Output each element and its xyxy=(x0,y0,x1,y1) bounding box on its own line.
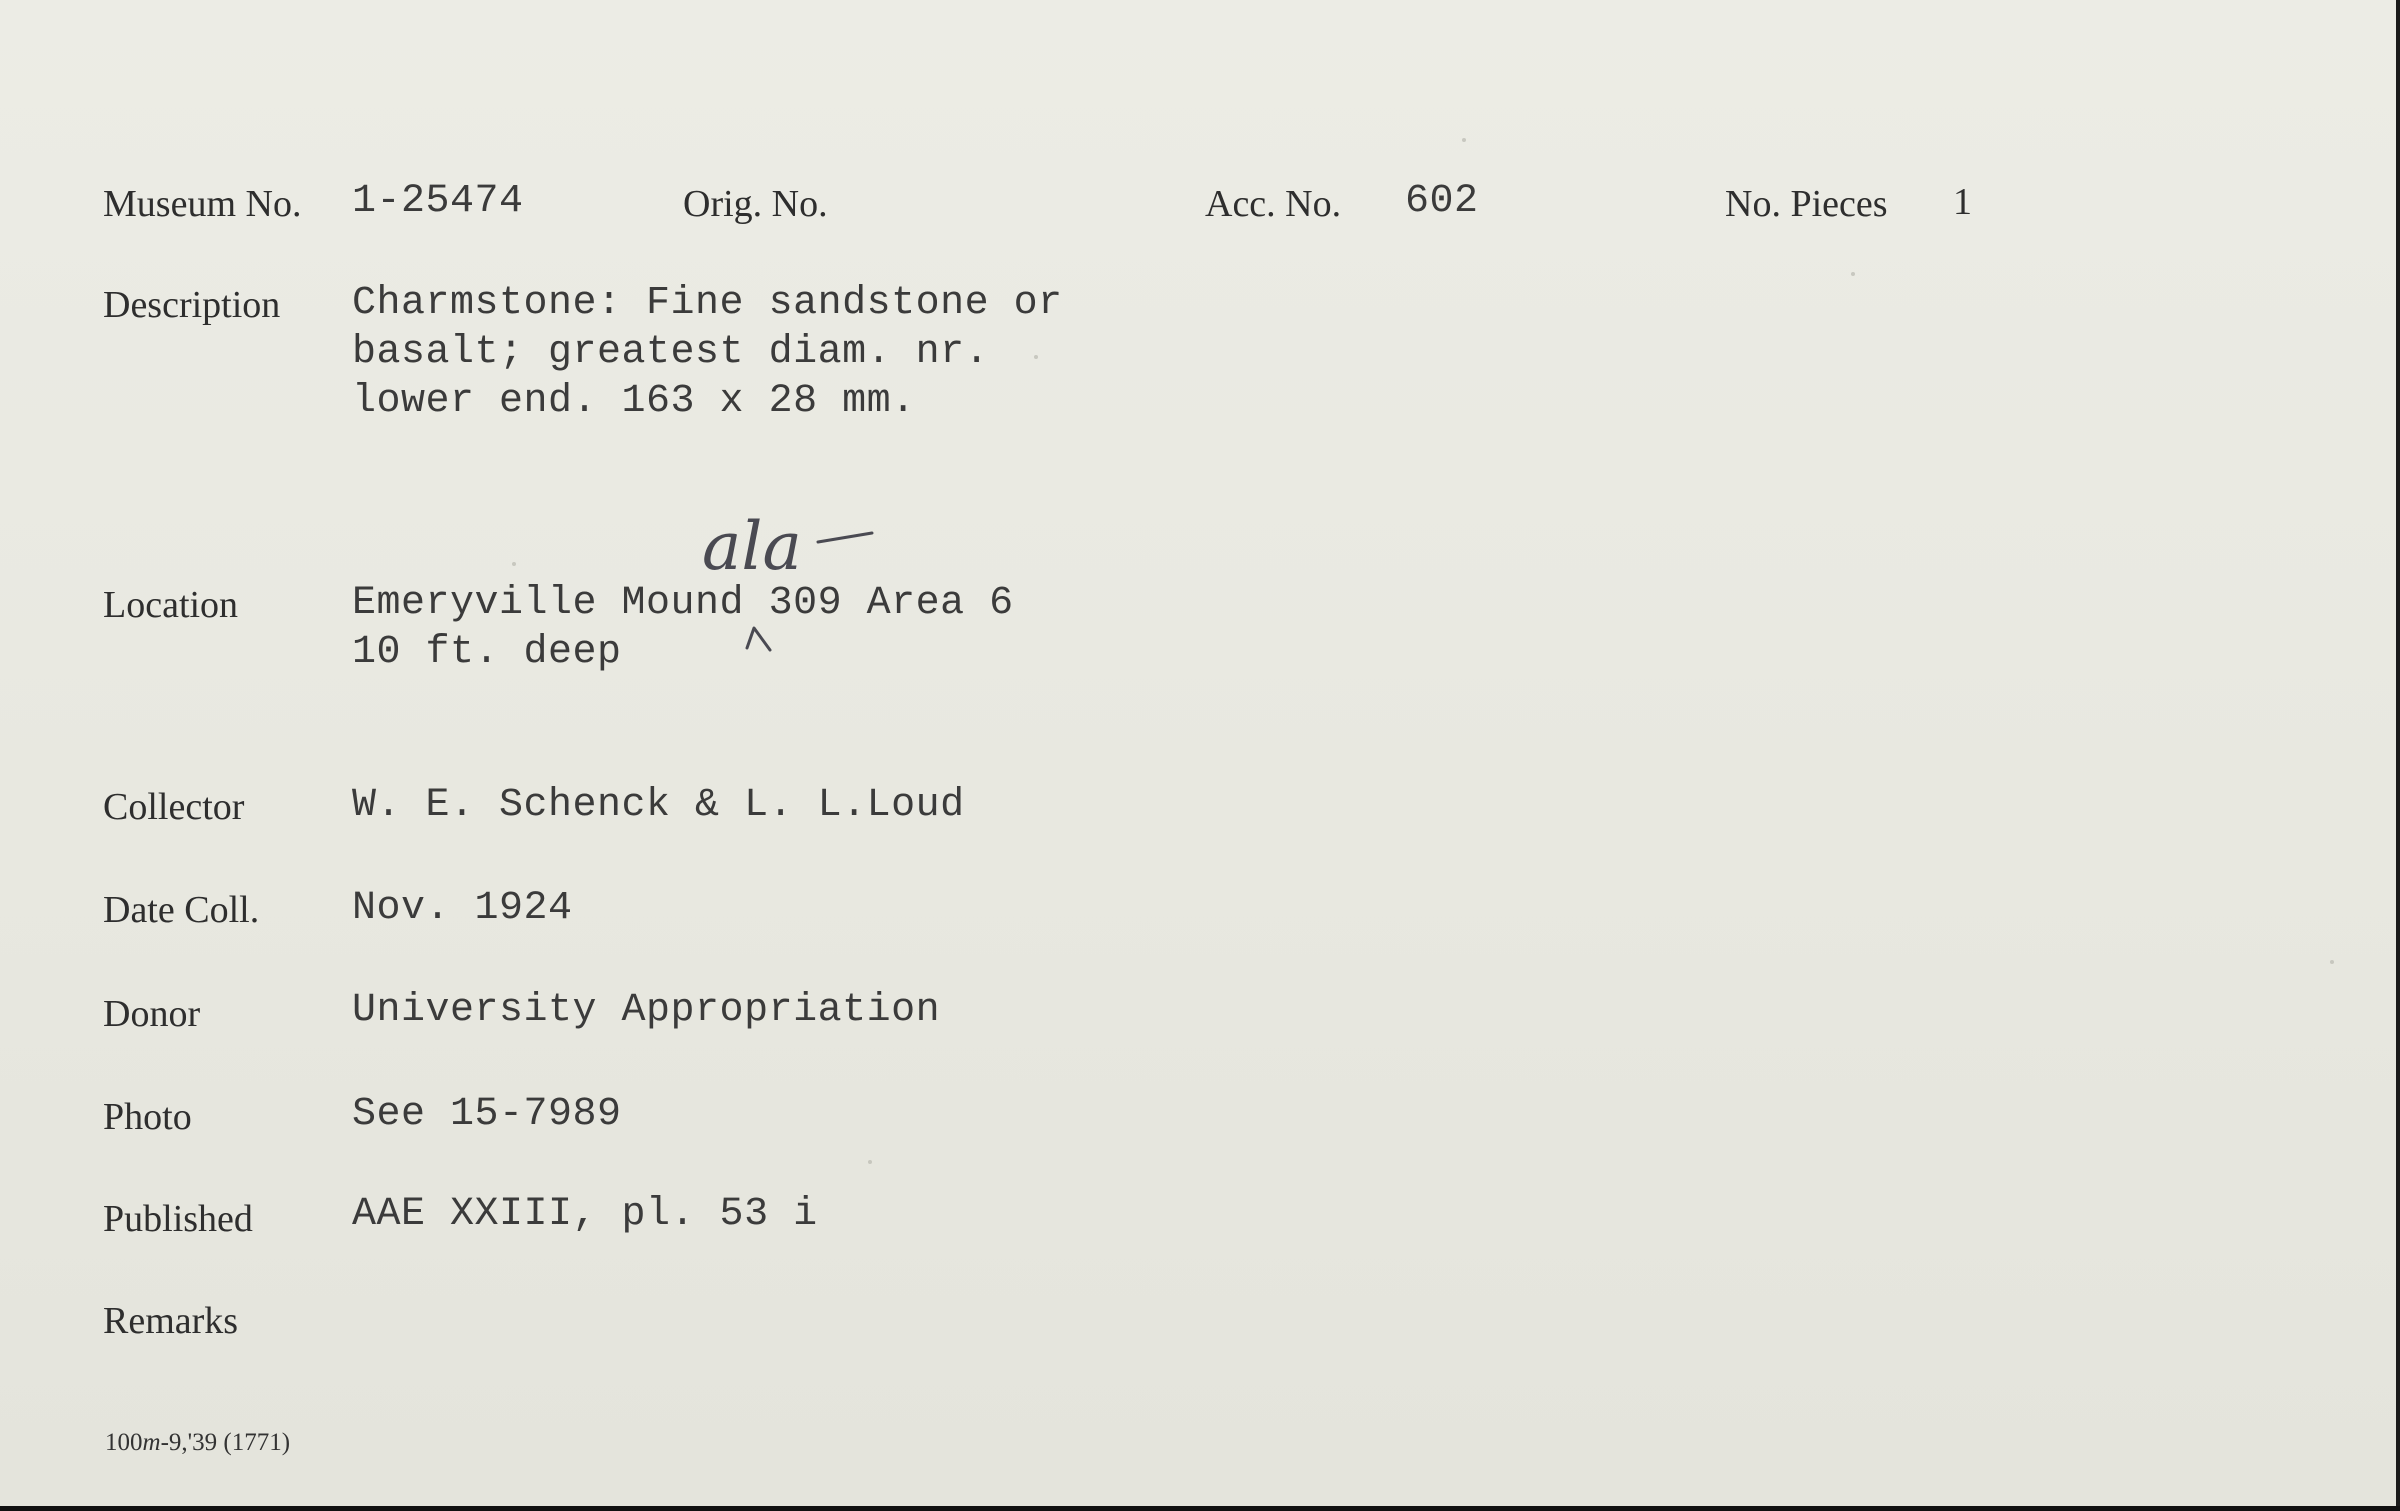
collector-value: W. E. Schenck & L. L.Loud xyxy=(352,783,965,828)
description-label: Description xyxy=(103,284,281,326)
description-line: lower end. 163 x 28 mm. xyxy=(352,379,916,424)
collector-label: Collector xyxy=(103,786,245,828)
paper-speck xyxy=(512,562,516,566)
print-code-suffix: -9,'39 (1771) xyxy=(160,1429,291,1456)
location-text xyxy=(352,581,1014,682)
paper-speck xyxy=(1462,138,1466,142)
museum-no-label: Museum No. xyxy=(103,183,302,225)
museum-no-value: 1-25474 xyxy=(352,179,524,224)
description-line: Charmstone: Fine sandstone or xyxy=(352,281,1063,326)
photo-label: Photo xyxy=(103,1096,192,1138)
date-coll-label: Date Coll. xyxy=(103,889,260,931)
card-edge-bottom xyxy=(0,1506,2400,1511)
published-label: Published xyxy=(103,1198,253,1240)
donor-label: Donor xyxy=(103,993,201,1035)
description-text xyxy=(352,281,1063,431)
print-code-italic: m xyxy=(142,1429,161,1456)
handwritten-insertion: ala xyxy=(702,508,802,585)
donor-value: University Appropriation xyxy=(352,988,941,1033)
photo-value: See 15-7989 xyxy=(352,1092,622,1137)
no-pieces-label: No. Pieces xyxy=(1725,183,1888,225)
date-coll-value: Nov. 1924 xyxy=(352,886,573,931)
paper-speck xyxy=(1851,272,1855,276)
published-value: AAE XXIII, pl. 53 i xyxy=(352,1192,818,1237)
paper-speck xyxy=(868,1160,872,1164)
no-pieces-value: 1 xyxy=(1953,181,1972,223)
orig-no-label: Orig. No. xyxy=(683,183,828,225)
acc-no-value: 602 xyxy=(1405,179,1479,224)
description-line: basalt; greatest diam. nr. xyxy=(352,330,990,375)
card-edge-right xyxy=(2396,0,2400,1511)
print-code-prefix: 100 xyxy=(105,1429,143,1456)
location-line: 10 ft. deep xyxy=(352,630,622,675)
location-label: Location xyxy=(103,584,239,626)
print-code xyxy=(105,1430,290,1455)
paper-speck xyxy=(2330,960,2334,964)
acc-no-label: Acc. No. xyxy=(1205,183,1342,225)
location-line: Emeryville Mound 309 Area 6 xyxy=(352,581,1014,626)
remarks-label: Remarks xyxy=(103,1300,239,1342)
